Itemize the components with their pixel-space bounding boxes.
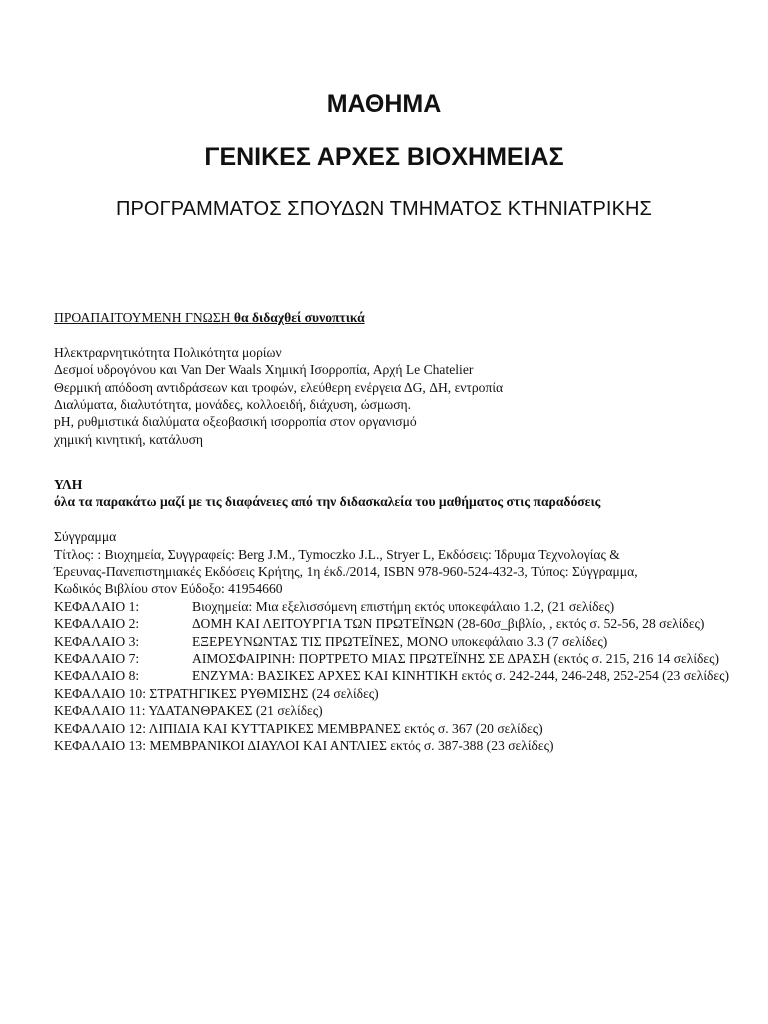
textbook-line: Τίτλος: : Βιοχημεία, Συγγραφείς: Berg J.M., Tymoczko J.L., Stryer L, Εκδόσεις: Ίδρυμα Τεχνολογίας &: [54, 546, 620, 562]
chapter-item: ΚΕΦΑΛΑΙΟ 10: ΣΤΡΑΤΗΓΙΚΕΣ ΡΥΘΜΙΣΗΣ (24 σελίδες): [54, 685, 379, 701]
prerequisite-item: Διαλύματα, διαλυτότητα, μονάδες, κολλοειδή, διάχυση, ώσμωση.: [54, 397, 412, 413]
chapter-item: ΚΕΦΑΛΑΙΟ 7: ΑΙΜΟΣΦΑΙΡΙΝΗ: ΠΟΡΤΡΕΤΟ ΜΙΑΣ ΠΡΩΤΕΪΝΗΣ ΣΕ ΔΡΑΣΗ (εκτός σ. 215, 216 14 σελίδες): [54, 651, 720, 667]
course-title: ΓΕΝΙΚΕΣ ΑΡΧΕΣ ΒΙΟΧΗΜΕΙΑΣ: [204, 143, 564, 171]
chapter-item: ΚΕΦΑΛΑΙΟ 13: ΜΕΜΒΡΑΝΙΚΟΙ ΔΙΑΥΛΟΙ ΚΑΙ ΑΝΤΛΙΕΣ εκτός σ. 387-388 (23 σελίδες): [54, 738, 554, 754]
material-heading: ΥΛΗ: [54, 477, 83, 492]
prerequisite-item: pH, ρυθμιστικά διαλύματα οξεοβασική ισορροπία στον οργανισμό: [54, 414, 417, 430]
material-note: όλα τα παρακάτω μαζί με τις διαφάνειες από την διδασκαλεία του μαθήματος στις παραδόσεις: [54, 494, 601, 510]
chapter-item: ΚΕΦΑΛΑΙΟ 3: ΕΞΕΡΕΥΝΩΝΤΑΣ ΤΙΣ ΠΡΩΤΕΪΝΕΣ, ΜΟΝΟ υποκεφάλαιο 3.3 (7 σελίδες): [54, 633, 608, 649]
program-title: ΠΡΟΓΡΑΜΜΑΤΟΣ ΣΠΟΥΔΩΝ ΤΜΗΜΑΤΟΣ ΚΤΗΝΙΑΤΡΙΚΗΣ: [115, 198, 653, 220]
textbook-label: Σύγγραμμα: [54, 529, 117, 545]
prerequisites-heading: ΠΡΟΑΠΑΙΤΟΥΜΕΝΗ ΓΝΩΣΗ θα διδαχθεί συνοπτικά: [54, 310, 365, 325]
textbook-line: Κωδικός Βιβλίου στον Εύδοξο: 41954660: [54, 581, 283, 597]
material-section: [54, 476, 734, 754]
prerequisite-item: Ηλεκτραρνητικότητα Πολικότητα μορίων: [54, 344, 282, 360]
prerequisite-item: Θερμική απόδοση αντιδράσεων και τροφών, ελεύθερη ενέργεια ΔG, ΔH, εντροπία: [54, 379, 504, 395]
chapter-item: ΚΕΦΑΛΑΙΟ 12: ΛΙΠΙΔΙΑ ΚΑΙ ΚΥΤΤΑΡΙΚΕΣ ΜΕΜΒΡΑΝΕΣ εκτός σ. 367 (20 σελίδες): [54, 720, 543, 736]
prerequisite-item: Δεσμοί υδρογόνου και Van Der Waals Χημική Ισορροπία, Αρχή Le Chatelier: [54, 362, 474, 378]
prerequisites-section: [54, 309, 734, 448]
chapter-item: ΚΕΦΑΛΑΙΟ 11: ΥΔΑΤΑΝΘΡΑΚΕΣ (21 σελίδες): [54, 703, 323, 719]
prerequisite-item: χημική κινητική, κατάλυση: [54, 431, 204, 447]
chapter-item: ΚΕΦΑΛΑΙΟ 2: ΔΟΜΗ ΚΑΙ ΛΕΙΤΟΥΡΓΙΑ ΤΩΝ ΠΡΩΤΕΪΝΩΝ (28-60σ_βιβλίο, , εκτός σ. 52-56, 28 σελίδες): [54, 616, 705, 632]
chapter-item: ΚΕΦΑΛΑΙΟ 8: ΕΝΖΥΜΑ: ΒΑΣΙΚΕΣ ΑΡΧΕΣ ΚΑΙ ΚΙΝΗΤΙΚΗ εκτός σ. 242-244, 246-248, 252-254 (23 σελίδες): [54, 668, 729, 684]
chapter-item: ΚΕΦΑΛΑΙΟ 1: Βιοχημεία: Μια εξελισσόμενη επιστήμη εκτός υποκεφάλαιο 1.2, (21 σελίδες): [54, 598, 615, 614]
textbook-line: Έρευνας-Πανεπιστημιακές Εκδόσεις Κρήτης, 1η έκδ./2014, ISBN 978-960-524-432-3, Τύπος: Σύγγραμμα,: [54, 564, 638, 580]
document-title: ΜΑΘΗΜΑ: [326, 90, 442, 118]
